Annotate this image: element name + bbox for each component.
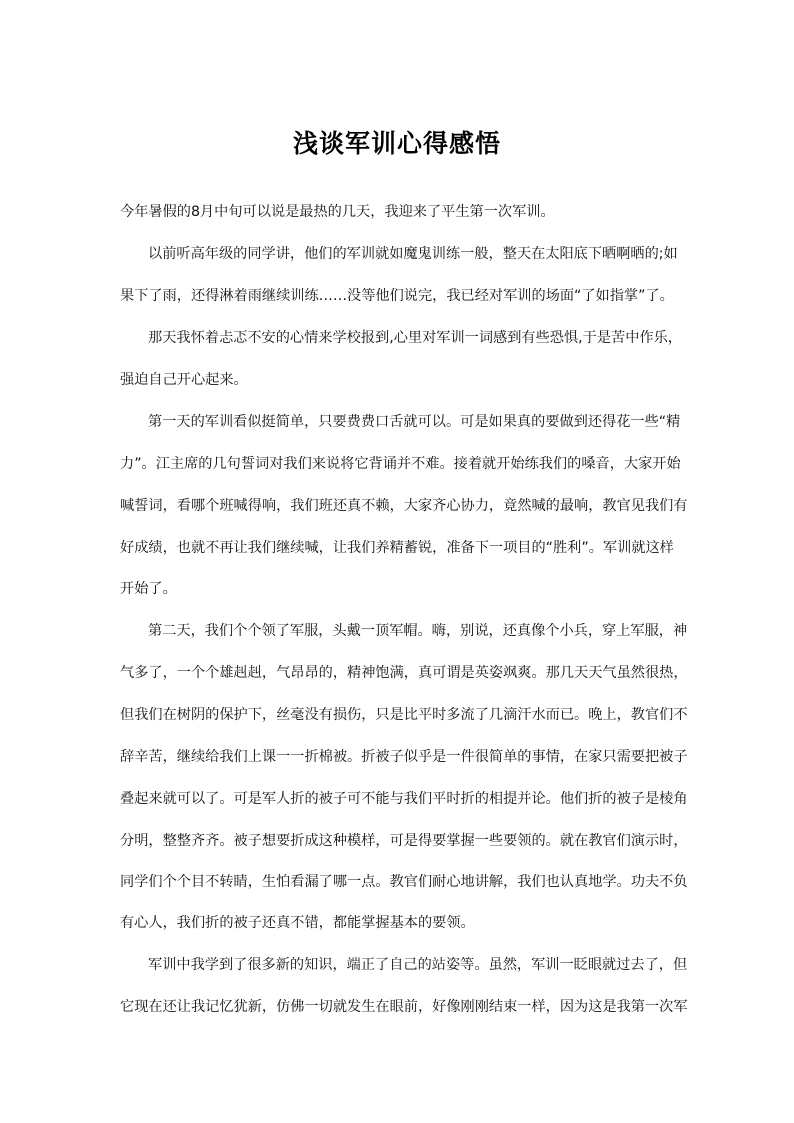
- paragraph-line: 好成绩，也就不再让我们继续喊，让我们养精蓄锐，准备下一项目的“胜利”。军训就这样: [120, 540, 674, 556]
- paragraph-line: 第二天，我们个个领了军服，头戴一顶军帽。嗨，别说，还真像个小兵，穿上军服，神: [148, 623, 688, 639]
- paragraph-line: 它现在还让我记忆犹新，仿佛一切就发生在眼前，好像刚刚结束一样，因为这是我第一次军: [120, 999, 688, 1015]
- paragraph-line: 第一天的军训看似挺简单，只要费费口舌就可以。可是如果真的要做到还得花一些“精: [148, 414, 681, 430]
- paragraph-line: 军训中我学到了很多新的知识，端正了自己的站姿等。虽然，军训一眨眼就过去了，但: [148, 957, 688, 973]
- paragraph-line: 有心人，我们折的被子还真不错，都能掌握基本的要领。: [120, 915, 475, 931]
- paragraph-line: 力”。江主席的几句誓词对我们来说将它背诵并不难。接着就开始练我们的嗓音，大家开始: [120, 456, 681, 472]
- paragraph-line: 但我们在树阴的保护下，丝毫没有损伤，只是比平时多流了几滴汗水而已。晚上，教官们不: [120, 707, 688, 723]
- paragraph-line: 同学们个个目不转睛，生怕看漏了哪一点。教官们耐心地讲解，我们也认真地学。功夫不负: [120, 874, 688, 890]
- paragraph-line: 叠起来就可以了。可是军人折的被子可不能与我们平时折的相提并论。他们折的被子是棱角: [120, 791, 688, 807]
- paragraph-line: 果下了雨，还得淋着雨继续训练……没等他们说完，我已经对军训的场面“了如指掌”了。: [120, 288, 674, 304]
- paragraph-line: 今年暑假的8月中旬可以说是最热的几天，我迎来了平生第一次军训。: [120, 204, 555, 220]
- document-title: 浅谈军训心得感悟: [292, 129, 501, 158]
- paragraph-line: 强迫自己开心起来。: [120, 372, 248, 388]
- paragraph-line: 那天我怀着忐忑不安的心情来学校报到,心里对军训一词感到有些恐惧,于是苦中作乐，: [148, 330, 682, 346]
- paragraph-line: 开始了。: [120, 581, 177, 597]
- paragraph-line: 分明，整整齐齐。被子想要折成这种模样，可是得要掌握一些要领的。就在教官们演示时，: [120, 833, 688, 849]
- paragraph-line: 以前听高年级的同学讲，他们的军训就如魔鬼训练一般，整天在太阳底下晒啊晒的;如: [148, 246, 678, 262]
- paragraph-line: 气多了，一个个雄赳赳，气昂昂的，精神饱满，真可谓是英姿飒爽。那几天天气虽然很热，: [120, 665, 688, 681]
- paragraph-line: 喊誓词，看哪个班喊得响，我们班还真不赖，大家齐心协力，竟然喊的最响，教官见我们有: [120, 498, 688, 514]
- paragraph-line: 辞辛苦，继续给我们上课一一折棉被。折被子似乎是一件很简单的事情，在家只需要把被子: [120, 749, 688, 765]
